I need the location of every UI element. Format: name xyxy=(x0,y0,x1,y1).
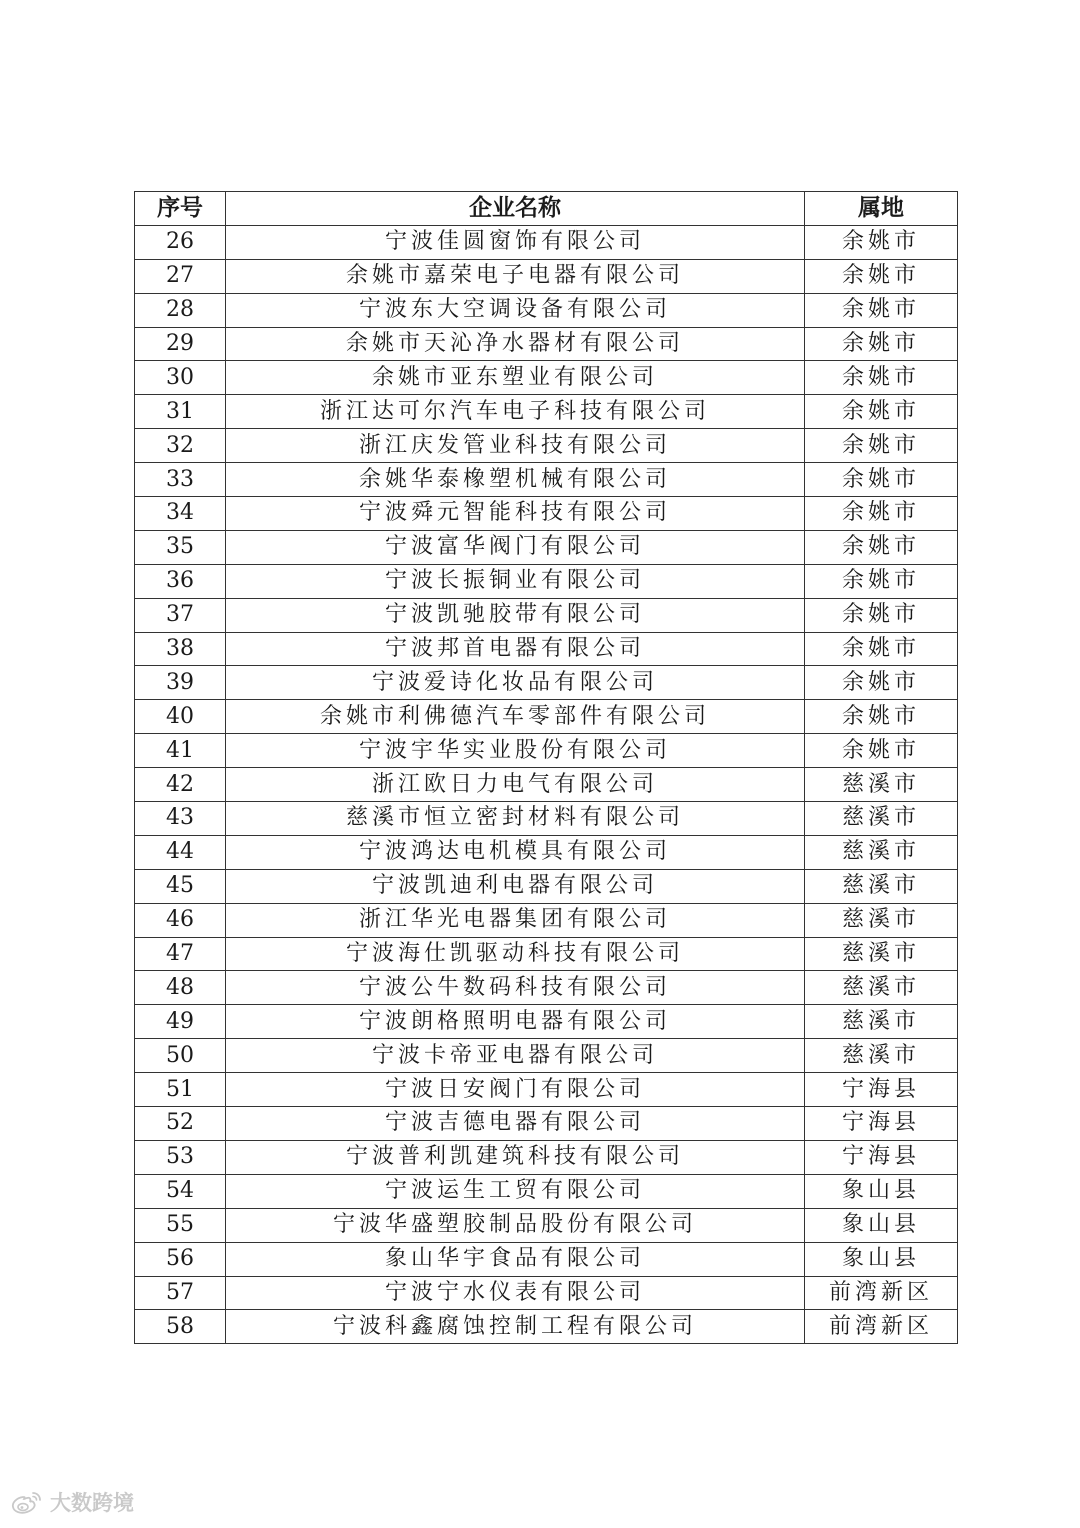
serial-number-cell: 38 xyxy=(135,632,226,666)
company-name-cell: 浙江达可尔汽车电子科技有限公司 xyxy=(226,395,805,429)
table-row xyxy=(135,632,958,666)
serial-number-cell: 43 xyxy=(135,802,226,836)
company-name-cell: 宁波长振铜业有限公司 xyxy=(226,564,805,598)
table-row xyxy=(135,463,958,497)
region-cell: 象山县 xyxy=(805,1208,958,1242)
company-name-cell: 宁波邦首电器有限公司 xyxy=(226,632,805,666)
table-row xyxy=(135,327,958,361)
table-row xyxy=(135,734,958,768)
region-cell: 余姚市 xyxy=(805,734,958,768)
region-cell: 余姚市 xyxy=(805,598,958,632)
company-name-cell: 余姚华泰橡塑机械有限公司 xyxy=(226,463,805,497)
serial-number-cell: 52 xyxy=(135,1107,226,1141)
region-cell: 慈溪市 xyxy=(805,903,958,937)
serial-number-cell: 56 xyxy=(135,1242,226,1276)
table-row xyxy=(135,293,958,327)
serial-number-cell: 57 xyxy=(135,1276,226,1310)
table-body xyxy=(135,225,958,1343)
serial-number-cell: 36 xyxy=(135,564,226,598)
region-cell: 余姚市 xyxy=(805,327,958,361)
region-cell: 慈溪市 xyxy=(805,937,958,971)
company-name-cell: 宁波鸿达电机模具有限公司 xyxy=(226,835,805,869)
region-cell: 余姚市 xyxy=(805,632,958,666)
serial-number-cell: 33 xyxy=(135,463,226,497)
table-row xyxy=(135,259,958,293)
company-name-cell: 象山华宇食品有限公司 xyxy=(226,1242,805,1276)
serial-number-cell: 49 xyxy=(135,1005,226,1039)
serial-number-cell: 30 xyxy=(135,361,226,395)
region-cell: 余姚市 xyxy=(805,361,958,395)
table-row xyxy=(135,1005,958,1039)
company-name-cell: 宁波普利凯建筑科技有限公司 xyxy=(226,1140,805,1174)
table-row xyxy=(135,1140,958,1174)
region-cell: 慈溪市 xyxy=(805,869,958,903)
region-cell: 余姚市 xyxy=(805,700,958,734)
table-row xyxy=(135,903,958,937)
company-name-cell: 余姚市利佛德汽车零部件有限公司 xyxy=(226,700,805,734)
region-cell: 前湾新区 xyxy=(805,1310,958,1344)
serial-number-cell: 32 xyxy=(135,429,226,463)
serial-number-cell: 48 xyxy=(135,971,226,1005)
region-cell: 余姚市 xyxy=(805,497,958,531)
company-name-cell: 宁波爱诗化妆品有限公司 xyxy=(226,666,805,700)
header-serial-number: 序号 xyxy=(135,192,226,226)
company-name-cell: 宁波富华阀门有限公司 xyxy=(226,530,805,564)
table-row xyxy=(135,564,958,598)
region-cell: 余姚市 xyxy=(805,225,958,259)
serial-number-cell: 53 xyxy=(135,1140,226,1174)
company-name-cell: 宁波凯迪利电器有限公司 xyxy=(226,869,805,903)
serial-number-cell: 39 xyxy=(135,666,226,700)
table-row xyxy=(135,1276,958,1310)
serial-number-cell: 51 xyxy=(135,1073,226,1107)
company-name-cell: 浙江庆发管业科技有限公司 xyxy=(226,429,805,463)
region-cell: 余姚市 xyxy=(805,293,958,327)
region-cell: 余姚市 xyxy=(805,666,958,700)
table-row xyxy=(135,768,958,802)
region-cell: 宁海县 xyxy=(805,1107,958,1141)
company-name-cell: 浙江华光电器集团有限公司 xyxy=(226,903,805,937)
serial-number-cell: 45 xyxy=(135,869,226,903)
table-row xyxy=(135,1073,958,1107)
region-cell: 余姚市 xyxy=(805,463,958,497)
region-cell: 余姚市 xyxy=(805,530,958,564)
company-name-cell: 余姚市天沁净水器材有限公司 xyxy=(226,327,805,361)
serial-number-cell: 31 xyxy=(135,395,226,429)
table-row xyxy=(135,361,958,395)
serial-number-cell: 55 xyxy=(135,1208,226,1242)
header-company-name: 企业名称 xyxy=(226,192,805,226)
serial-number-cell: 28 xyxy=(135,293,226,327)
table-row xyxy=(135,395,958,429)
serial-number-cell: 46 xyxy=(135,903,226,937)
table-row xyxy=(135,869,958,903)
serial-number-cell: 54 xyxy=(135,1174,226,1208)
company-name-cell: 宁波宁水仪表有限公司 xyxy=(226,1276,805,1310)
company-name-cell: 宁波东大空调设备有限公司 xyxy=(226,293,805,327)
company-name-cell: 宁波科鑫腐蚀控制工程有限公司 xyxy=(226,1310,805,1344)
region-cell: 余姚市 xyxy=(805,429,958,463)
company-name-cell: 余姚市嘉荣电子电器有限公司 xyxy=(226,259,805,293)
serial-number-cell: 37 xyxy=(135,598,226,632)
company-name-cell: 宁波吉德电器有限公司 xyxy=(226,1107,805,1141)
weibo-logo-icon xyxy=(10,1489,44,1515)
table-row xyxy=(135,666,958,700)
table-row xyxy=(135,971,958,1005)
table-row xyxy=(135,1107,958,1141)
serial-number-cell: 44 xyxy=(135,835,226,869)
region-cell: 慈溪市 xyxy=(805,835,958,869)
region-cell: 宁海县 xyxy=(805,1073,958,1107)
region-cell: 慈溪市 xyxy=(805,1039,958,1073)
company-name-cell: 慈溪市恒立密封材料有限公司 xyxy=(226,802,805,836)
region-cell: 前湾新区 xyxy=(805,1276,958,1310)
serial-number-cell: 27 xyxy=(135,259,226,293)
watermark-text: 大数跨境 xyxy=(50,1491,134,1515)
table-row xyxy=(135,1039,958,1073)
company-name-cell: 宁波朗格照明电器有限公司 xyxy=(226,1005,805,1039)
table-row xyxy=(135,700,958,734)
company-name-cell: 宁波凯驰胶带有限公司 xyxy=(226,598,805,632)
region-cell: 余姚市 xyxy=(805,259,958,293)
table-row xyxy=(135,497,958,531)
table-row xyxy=(135,1208,958,1242)
region-cell: 宁海县 xyxy=(805,1140,958,1174)
table-row xyxy=(135,225,958,259)
serial-number-cell: 34 xyxy=(135,497,226,531)
region-cell: 象山县 xyxy=(805,1174,958,1208)
serial-number-cell: 29 xyxy=(135,327,226,361)
table-row xyxy=(135,1310,958,1344)
company-name-cell: 宁波日安阀门有限公司 xyxy=(226,1073,805,1107)
serial-number-cell: 47 xyxy=(135,937,226,971)
serial-number-cell: 40 xyxy=(135,700,226,734)
region-cell: 余姚市 xyxy=(805,564,958,598)
table-row xyxy=(135,1174,958,1208)
table-header-row xyxy=(135,192,958,226)
company-name-cell: 宁波华盛塑胶制品股份有限公司 xyxy=(226,1208,805,1242)
table-row xyxy=(135,835,958,869)
company-name-cell: 余姚市亚东塑业有限公司 xyxy=(226,361,805,395)
region-cell: 象山县 xyxy=(805,1242,958,1276)
company-name-cell: 宁波舜元智能科技有限公司 xyxy=(226,497,805,531)
table-row xyxy=(135,598,958,632)
company-list-table xyxy=(134,191,958,1344)
region-cell: 慈溪市 xyxy=(805,971,958,1005)
region-cell: 余姚市 xyxy=(805,395,958,429)
table-row xyxy=(135,530,958,564)
serial-number-cell: 41 xyxy=(135,734,226,768)
region-cell: 慈溪市 xyxy=(805,768,958,802)
company-name-cell: 宁波宇华实业股份有限公司 xyxy=(226,734,805,768)
company-name-cell: 宁波佳圆窗饰有限公司 xyxy=(226,225,805,259)
watermark xyxy=(10,1487,134,1517)
company-name-cell: 浙江欧日力电气有限公司 xyxy=(226,768,805,802)
company-name-cell: 宁波运生工贸有限公司 xyxy=(226,1174,805,1208)
region-cell: 慈溪市 xyxy=(805,1005,958,1039)
header-region: 属地 xyxy=(805,192,958,226)
region-cell: 慈溪市 xyxy=(805,802,958,836)
company-name-cell: 宁波公牛数码科技有限公司 xyxy=(226,971,805,1005)
serial-number-cell: 26 xyxy=(135,225,226,259)
table-row xyxy=(135,1242,958,1276)
serial-number-cell: 42 xyxy=(135,768,226,802)
company-name-cell: 宁波卡帝亚电器有限公司 xyxy=(226,1039,805,1073)
serial-number-cell: 58 xyxy=(135,1310,226,1344)
table-row xyxy=(135,802,958,836)
company-name-cell: 宁波海仕凯驱动科技有限公司 xyxy=(226,937,805,971)
table-row xyxy=(135,937,958,971)
table-row xyxy=(135,429,958,463)
serial-number-cell: 35 xyxy=(135,530,226,564)
serial-number-cell: 50 xyxy=(135,1039,226,1073)
